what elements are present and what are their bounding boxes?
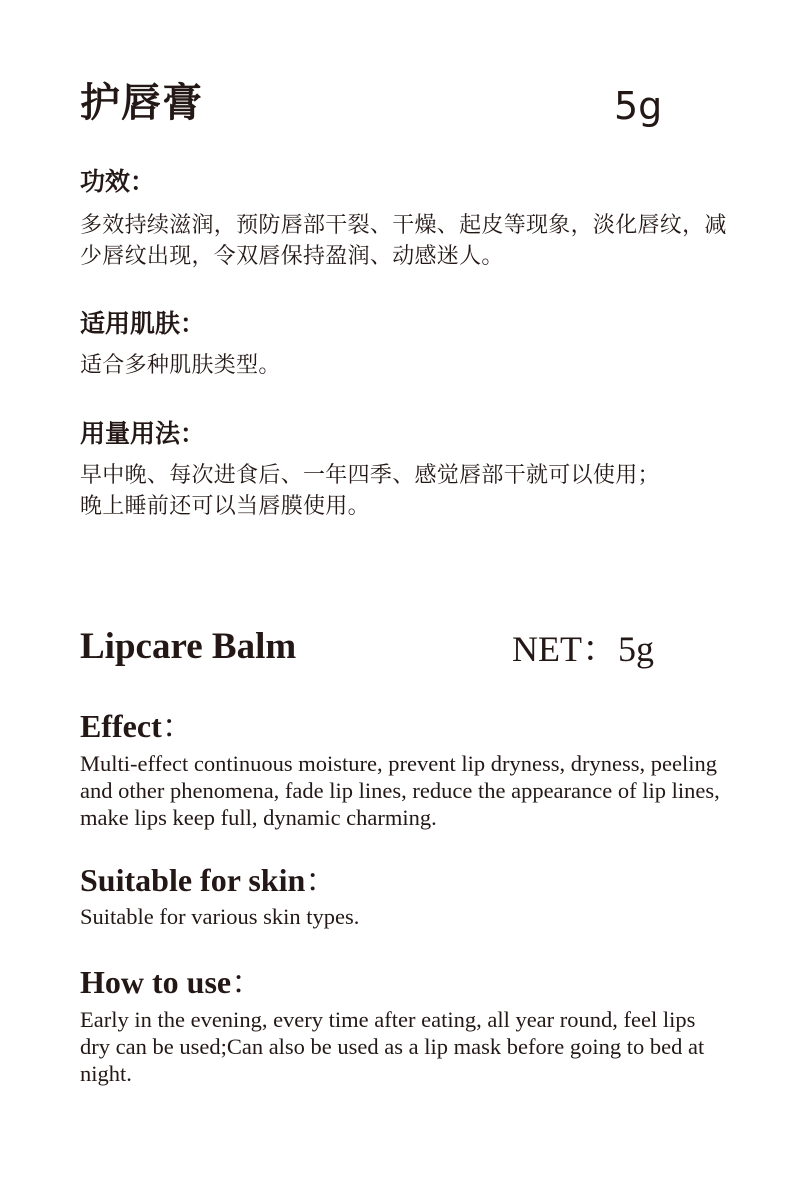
en-effect-heading-text: Effect: [80, 708, 162, 744]
cn-effect-heading: 功效：: [80, 167, 156, 196]
cn-product-title: 护唇膏: [80, 80, 203, 126]
en-usage-heading: [80, 962, 263, 1002]
cn-skin-heading: 适用肌肤：: [80, 309, 206, 338]
en-net-weight: NET：5g: [512, 629, 654, 669]
cn-usage-line-1: 早中晚、每次进食后、一年四季、感觉唇部干就可以使用；: [80, 463, 660, 488]
cn-usage-line-2: 晚上睡前还可以当唇膜使用。: [80, 494, 370, 519]
cn-skin-text: 适合多种肌肤类型。: [80, 353, 281, 378]
cn-net-weight: 5g: [614, 84, 663, 128]
en-effect-heading-colon: ：: [161, 708, 194, 744]
en-skin-heading: [80, 860, 337, 900]
en-effect-text: Multi-effect continuous moisture, prevent lip dryness, dryness, peeling and other phenomena, fade lip lines, reduce the appearance of lip lines, make lips keep full, dynamic charming.: [80, 751, 720, 830]
cn-usage-heading: 用量用法：: [80, 419, 206, 448]
en-usage-heading-colon: ：: [231, 964, 264, 1000]
en-usage-text: Early in the evening, every time after eating, all year round, feel lips dry can be used;Can also be used as a lip mask before going to bed at night.: [80, 1007, 705, 1086]
en-product-title: Lipcare Balm: [80, 626, 297, 667]
cn-effect-text: 多效持续滋润，预防唇部干裂、干燥、起皮等现象，淡化唇纹，减少唇纹出现，令双唇保持盈润、动感迷人。: [80, 213, 727, 269]
en-skin-text: Suitable for various skin types.: [80, 904, 360, 929]
cn-usage-text: [80, 460, 740, 522]
en-skin-heading-text: Suitable for skin: [80, 862, 306, 898]
en-usage-heading-text: How to use: [80, 964, 232, 1000]
en-skin-heading-colon: ：: [305, 862, 338, 898]
en-effect-heading: [80, 706, 194, 746]
